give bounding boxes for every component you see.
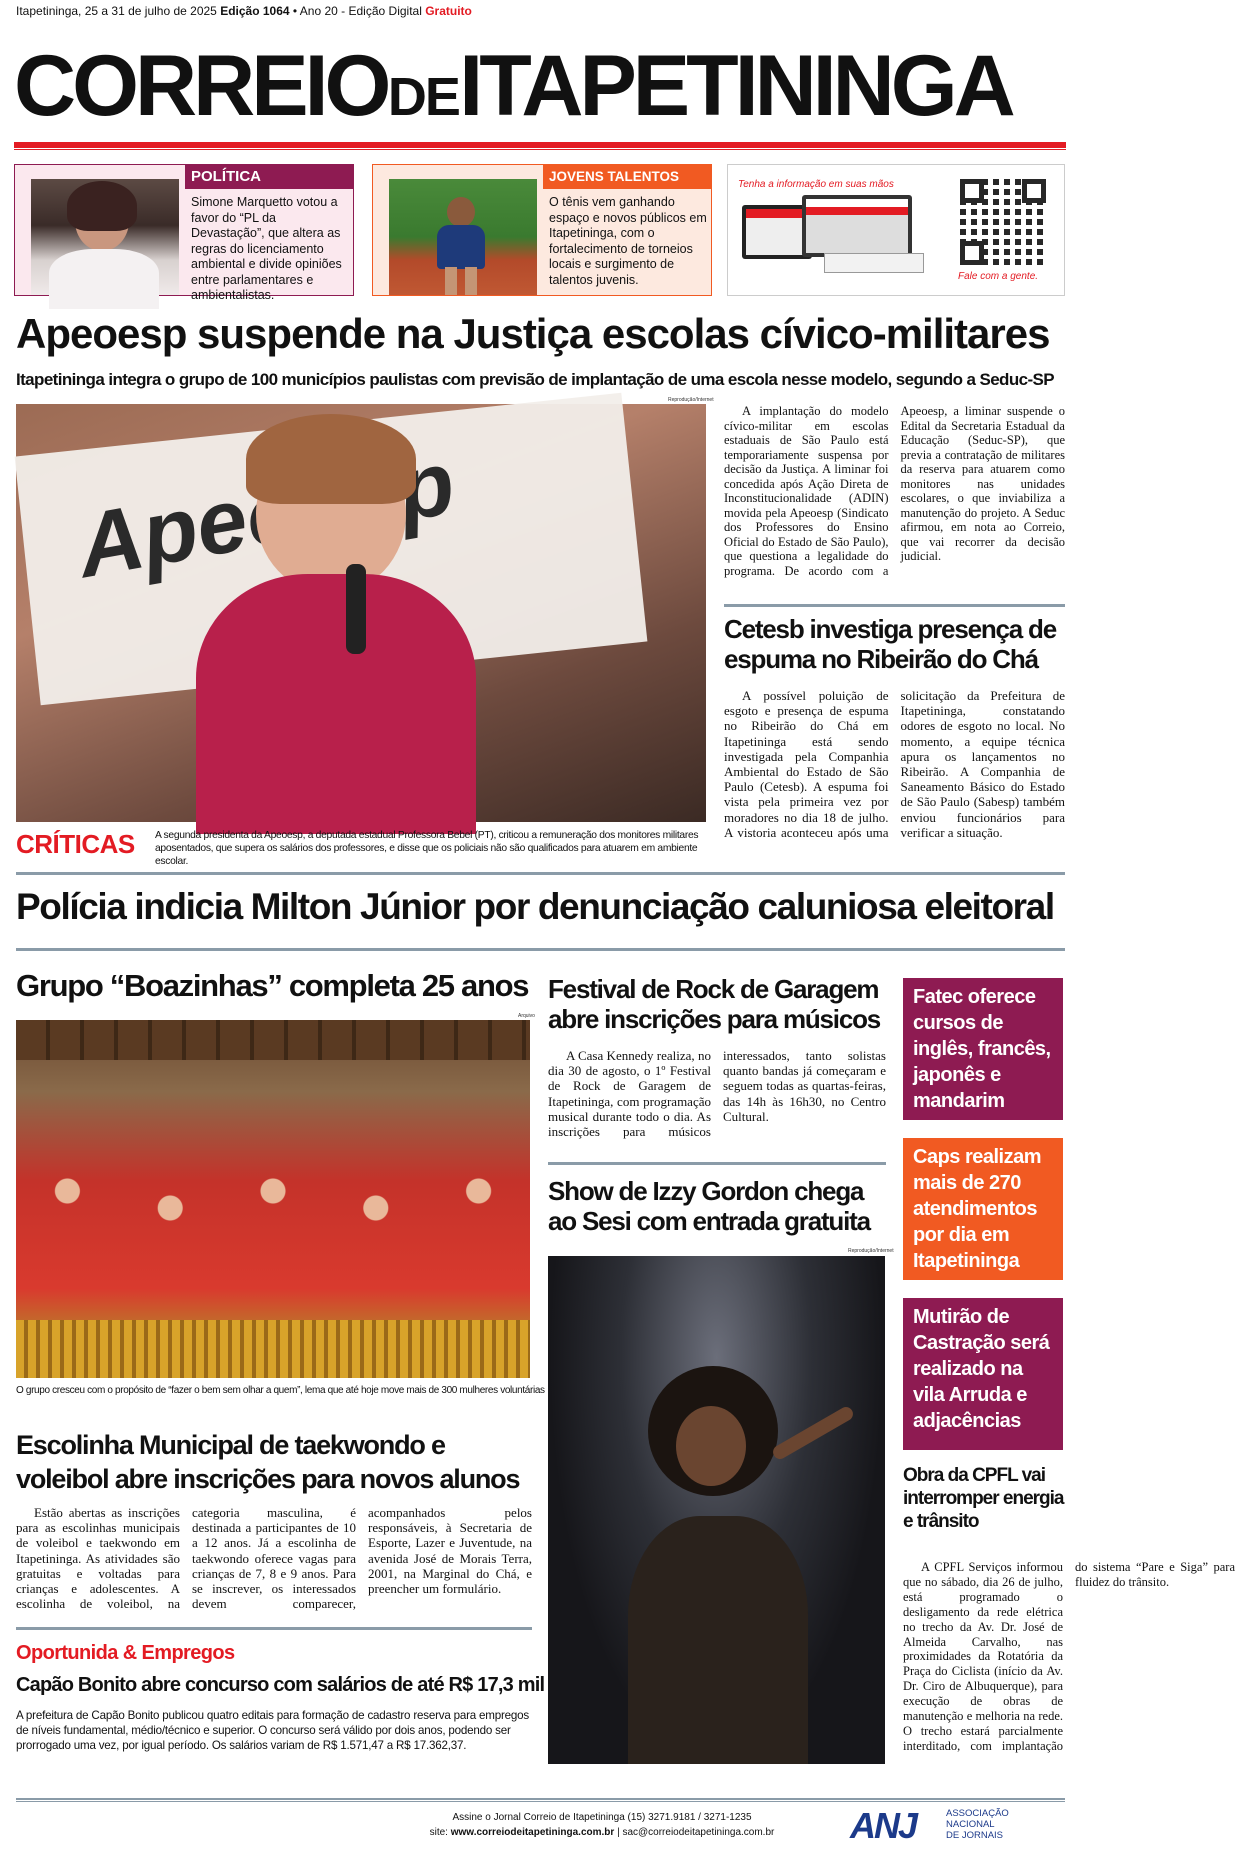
masthead-title-a: CORREIO [14,38,388,134]
lead-caption-tag: CRÍTICAS [16,829,135,859]
lead-photo [16,404,706,822]
lead-caption: A segunda presidenta da Apeoesp, a deputada estadual Professora Bebel (PT), criticou a remuneração dos monitores militares aposentados, que supera os salários dos professores, e disse que os policiais não são qualificados para atuarem em ambiente escolar. [155,830,699,867]
footer-line1: Assine o Jornal Correio de Itapetininga (15) 3271.9181 / 3271-1235 [452,1812,752,1823]
top-bar: Itapetininga, 25 a 31 de julho de 2025 Edição 1064 • Ano 20 - Edição Digital Gratuito [16,4,472,18]
teaser-photo-simone [31,179,179,295]
cetesb-body [724,688,1065,852]
side-box-caps[interactable]: Caps realizam mais de 270 atendimentos por dia em Itapetininga [903,1138,1063,1280]
teaser-text: O tênis vem ganhando espaço e novos públicos em Itapetininga, com o fortalecimento de torneios locais e surgimento de talentos juvenis. [549,195,707,287]
masthead-title-de: DE [387,67,459,127]
izzy-headline[interactable]: Show de Izzy Gordon chega ao Sesi com entrada gratuita [548,1176,870,1236]
footer-site-label: site: [429,1827,451,1838]
masthead[interactable] [14,36,1066,136]
anj-full-1: ASSOCIAÇÃO [946,1808,1009,1819]
edition-year: Ano 20 [299,4,338,18]
footer-line2 [362,1827,842,1838]
lead-body-text: A implantação do modelo cívico-militar em escolas estaduais de São Paulo está temporariamente suspensa por decisão da Justiça. A liminar foi concedida após Ação Direta de Inconstitucionalidade (ADIN) movida pela Apeoesp (Sindicato dos Professores do Ensino Oficial do Estado de São Paulo), que questiona a legalidade do programa. De acordo com a Apeoesp, a liminar suspende o Edital da Secretaria Estadual da Educação (Seduc-SP), que previa a contratação de militares da reserva para atuarem como monitores nas unidades escolares, o que inviabiliza a manutenção do projeto. A Seduc afirmou, em nota ao Correio, que vai recorrer da decisão judicial. [724,404,1065,578]
footer-site-link[interactable]: www.correiodeitapetininga.com.br [450,1827,615,1838]
jobs-body: A prefeitura de Capão Bonito publicou quatro editais para formação de cadastro reserva para empregos de níveis fundamental, médio/técnico e superior. O concurso será válido por dois anos, podendo ser prorrogado uma vez, por igual período. Os salários variam de R$ 1.571,47 a R$ 17.362,37. [16,1709,529,1752]
anj-full-2: NACIONAL [946,1819,995,1830]
jobs-section: Oportunida & Empregos [16,1642,235,1664]
promo-bottom-text: Fale com a gente. [958,271,1039,282]
taekwondo-body-text: Estão abertas as inscrições para as escolinhas municipais de voleibol e taekwondo em Itapetininga. As atividades são gratuitas e voltadas para crianças e adolescentes. A escolinha de voleibol, na categoria masculina, é destinada a participantes de 10 a 12 anos. Já a escolinha de taekwondo oferece vagas para crianças de 7, 8 e 9 anos. Para se inscrever, os interessados devem comparecer, acompanhados pelos responsáveis, à Secretaria de Esporte, Lazer e Juventude, na avenida José de Morais Terra, 2001, na Marginal do Chá, e preencher um formulário. [16,1505,532,1612]
masthead-rule-thin [14,149,1066,150]
boazinhas-photo [16,1020,530,1378]
side-box-mutirao[interactable]: Mutirão de Castração será realizado na vila Arruda e adjacências [903,1298,1063,1450]
masthead-title-b: ITAPETININGA [459,38,1012,134]
lead-photo-credit: Reprodução/Internet [668,397,714,403]
rule-jobs [16,1627,532,1630]
boazinhas-caption: O grupo cresceu com o propósito de “fazer o bem sem olhar a quem”, lema que até hoje move mais de 300 mulheres voluntárias [16,1385,545,1396]
rule-izzy [548,1162,886,1165]
cpfl-body [903,1560,1235,1766]
teaser-politica[interactable] [14,164,354,302]
masthead-rule [14,142,1066,148]
teaser-tag: POLÍTICA [191,168,261,185]
taekwondo-body [16,1505,532,1615]
lead-body [724,404,1065,584]
qr-code-icon [960,179,1046,265]
edition-number: Edição 1064 [220,4,290,18]
izzy-credit: Reprodução/Internet [848,1248,894,1254]
rock-headline[interactable]: Festival de Rock de Garagem abre inscrições para músicos [548,974,881,1034]
promo-box[interactable] [727,164,1065,296]
cetesb-body-text: A possível poluição de esgoto e presença de espuma no Ribeirão do Chá em Itapetininga está sendo investigada pela Companhia Ambiental do Estado de São Paulo (Cetesb). A espuma foi vista pela primeira vez por moradores no dia 18 de julho. A vistoria aconteceu após uma solicitação da Prefeitura de Itapetininga, constatando odores de esgoto no local. No momento, a equipe técnica apura os lançamentos no Ribeirão. A Companhia de Saneamento Básico do Estado de São Paulo (Sabesp) também enviou funcionários para verificar a situação. [724,688,1065,840]
teaser-text: Simone Marquetto votou a favor do “PL da Devastação”, que altera as regras do licenciamento ambiental e divide opiniões entre parlamentares e ambientalistas. [191,195,342,302]
boazinhas-credit: Arquivo [518,1013,535,1019]
taekwondo-headline[interactable]: Escolinha Municipal de taekwondo e voleibol abre inscrições para novos alunos [16,1430,520,1494]
edition-free: Gratuito [425,4,472,18]
footer-email[interactable]: | sac@correiodeitapetininga.com.br [614,1827,775,1838]
side-box-fatec[interactable]: Fatec oferece cursos de inglês, francês, japonês e mandarim [903,978,1063,1120]
footer-rule [16,1798,1065,1802]
anj-logo[interactable] [850,1806,1060,1846]
edition-date: Itapetininga, 25 a 31 de julho de 2025 [16,4,217,18]
rock-body-text: A Casa Kennedy realiza, no dia 30 de agosto, o 1º Festival de Rock de Garagem de Itapetininga, com programação musical durante todo o dia. As inscrições para músicos interessados, tanto solistas quanto bandas já começaram e seguem todas as quartas-feiras, das 14h às 16h30, no Centro Cultural. [548,1048,886,1140]
anj-full-3: DE JORNAIS [946,1830,1004,1841]
izzy-photo [548,1256,885,1764]
anj-logo-text: ANJ [850,1805,917,1846]
boazinhas-headline[interactable]: Grupo “Boazinhas” completa 25 anos [16,968,529,1003]
cetesb-headline[interactable]: Cetesb investiga presença de espuma no Ribeirão do Chá [724,614,1056,674]
promo-devices [742,195,922,275]
edition-digital: Edição Digital [348,4,422,18]
teaser-tag: JOVENS TALENTOS [549,169,680,184]
cpfl-headline[interactable]: Obra da CPFL vai interromper energia e trânsito [903,1465,1064,1532]
promo-top-text: Tenha a informação em suas mãos [738,179,894,190]
rock-body [548,1048,886,1152]
lead-headline[interactable]: Apeoesp suspende na Justiça escolas cívico-militares [16,310,1050,357]
policia-headline[interactable]: Polícia indicia Milton Júnior por denunciação caluniosa eleitoral [16,886,1054,927]
rule-below-policia [16,948,1065,951]
rule-cetesb [724,604,1065,607]
jobs-headline[interactable]: Capão Bonito abre concurso com salários de até R$ 17,3 mil [16,1674,545,1696]
cpfl-body-text: A CPFL Serviços informou que no sábado, dia 26 de julho, está programado o desligamento da rede elétrica no trecho da Av. Dr. José de Almeida Carvalho, nas proximidades da Rotatória da Praça do Ciclista (início da Av. Dr. Ciro de Albuquerque), para execução de obras de manutenção e melhoria na rede. O trecho estará parcialmente interditado, com implantação do sistema “Pare e Siga” para fluidez do trânsito. [903,1560,1235,1753]
teaser-photo-tennis [389,179,537,295]
rule-policia [16,872,1065,875]
teaser-jovens-talentos[interactable] [372,164,712,296]
lead-subhead: Itapetininga integra o grupo de 100 municípios paulistas com previsão de implantação de uma escola nesse modelo, segundo a Seduc-SP [16,370,1055,389]
